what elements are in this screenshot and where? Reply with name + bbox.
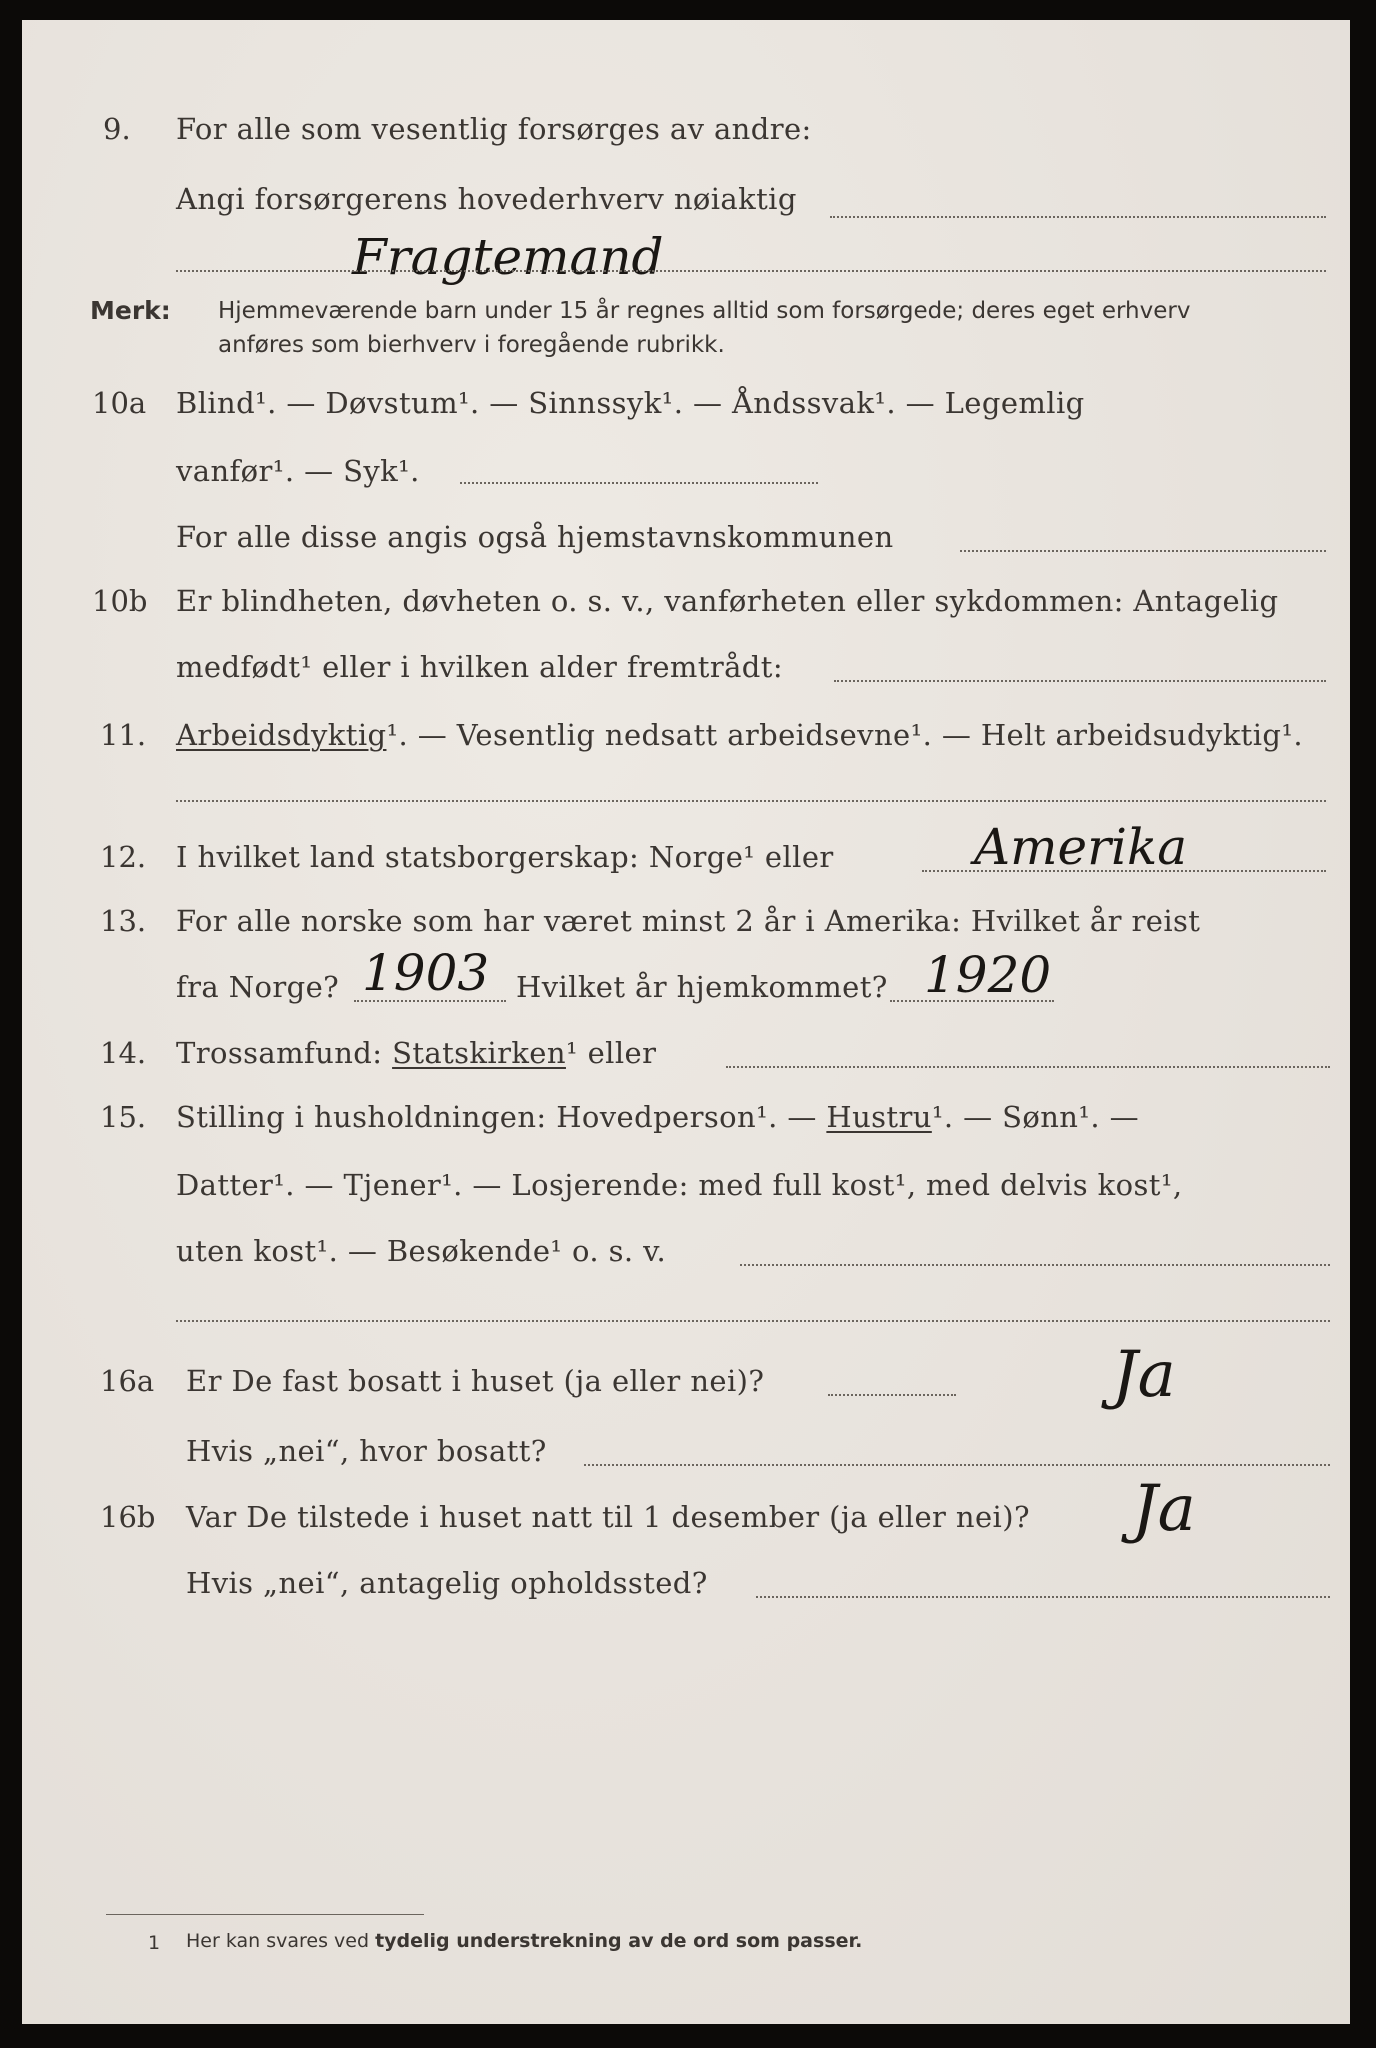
answer-line	[828, 1394, 956, 1396]
question-16a-text-2: Hvis „nei“, hvor bosatt?	[186, 1434, 547, 1468]
footnote-rule	[106, 1914, 424, 1915]
question-10a-number: 10a	[92, 386, 147, 420]
answer-line	[756, 1596, 1330, 1598]
question-10a-text: Blind¹. — Døvstum¹. — Sinnssyk¹. — Åndssvak¹. — Legemlig	[176, 386, 1085, 420]
question-16b-text: Var De tilstede i huset natt til 1 desember (ja eller nei)?	[186, 1500, 1030, 1534]
question-14-rest: ¹ eller	[565, 1036, 657, 1070]
handwritten-answer-country: Amerika	[974, 818, 1188, 876]
footnote-mark: 1	[148, 1932, 161, 1954]
question-15-text-3: uten kost¹. — Besøkende¹ o. s. v.	[176, 1234, 667, 1268]
question-12-text: I hvilket land statsborgerskap: Norge¹ eller	[176, 840, 834, 874]
question-11-number: 11.	[100, 718, 147, 752]
handwritten-answer-ja-16a: Ja	[1112, 1338, 1176, 1412]
question-14-label: Trossamfund:	[176, 1036, 383, 1070]
question-15-text	[176, 1100, 1139, 1134]
question-10b-text-2: medfødt¹ eller i hvilken alder fremtrådt:	[176, 650, 783, 684]
note-text-line-1: Hjemmeværende barn under 15 år regnes alltid som forsørgede; deres eget erhverv	[218, 298, 1191, 324]
handwritten-answer-year-left: 1903	[362, 944, 490, 1002]
question-16a-text: Er De fast bosatt i huset (ja eller nei)?	[186, 1364, 765, 1398]
question-10a-text-2: vanfør¹. — Syk¹.	[176, 454, 420, 488]
answer-line	[726, 1066, 1330, 1068]
answer-line	[460, 482, 818, 484]
question-15-text-2: Datter¹. — Tjener¹. — Losjerende: med full kost¹, med delvis kost¹,	[176, 1168, 1183, 1202]
handwritten-answer-year-returned: 1920	[924, 946, 1052, 1004]
question-13-number: 13.	[100, 904, 147, 938]
answer-line	[834, 680, 1326, 682]
question-13-text-2b: Hvilket år hjemkommet?	[516, 970, 888, 1004]
question-15-part-a: Stilling i husholdningen: Hovedperson¹. —	[176, 1100, 817, 1134]
census-form-page	[22, 20, 1350, 2024]
handwritten-answer-occupation: Fragtemand	[352, 228, 664, 286]
underlined-option-arbeidsdyktig: Arbeidsdyktig	[176, 718, 387, 752]
question-15-part-b: ¹. — Sønn¹. —	[931, 1100, 1140, 1134]
note-text-line-2: anføres som bierhverv i foregående rubrikk.	[218, 332, 725, 358]
question-11-rest: ¹. — Vesentlig nedsatt arbeidsevne¹. — Helt arbeidsudyktig¹.	[386, 718, 1303, 752]
footnote-text-plain: Her kan svares ved	[186, 1930, 370, 1952]
answer-line	[830, 216, 1326, 218]
question-15-number: 15.	[100, 1100, 147, 1134]
footnote-text-bold: tydelig understrekning av de ord som passer.	[375, 1930, 863, 1952]
question-10b-text: Er blindheten, døvheten o. s. v., vanførheten eller sykdommen: Antagelig	[176, 584, 1279, 618]
answer-line	[960, 550, 1326, 552]
answer-line	[176, 1320, 1330, 1322]
question-9-number: 9.	[103, 112, 131, 146]
question-10b-number: 10b	[92, 584, 148, 618]
question-12-number: 12.	[100, 840, 147, 874]
underlined-option-hustru: Hustru	[826, 1100, 932, 1134]
question-9-text: For alle som vesentlig forsørges av andre:	[176, 112, 812, 146]
underlined-option-statskirken: Statskirken	[392, 1036, 566, 1070]
answer-line	[584, 1464, 1330, 1466]
answer-line	[176, 800, 1326, 802]
question-16b-text-2: Hvis „nei“, antagelig opholdssted?	[186, 1566, 708, 1600]
handwritten-answer-ja-16b: Ja	[1132, 1472, 1196, 1546]
question-16a-number: 16a	[100, 1364, 155, 1398]
question-13-text-2a: fra Norge?	[176, 970, 340, 1004]
answer-line	[740, 1264, 1330, 1266]
question-9-subtext: Angi forsørgerens hovederhverv nøiaktig	[176, 182, 797, 216]
question-13-text: For alle norske som har været minst 2 år i Amerika: Hvilket år reist	[176, 904, 1201, 938]
footnote-text	[186, 1930, 862, 1952]
question-11-text	[176, 718, 1303, 752]
question-16b-number: 16b	[100, 1500, 156, 1534]
question-10a-text-3: For alle disse angis også hjemstavnskommunen	[176, 520, 894, 554]
note-label: Merk:	[90, 296, 171, 325]
question-14-text	[176, 1036, 656, 1070]
answer-line	[176, 270, 1326, 272]
question-14-number: 14.	[100, 1036, 147, 1070]
